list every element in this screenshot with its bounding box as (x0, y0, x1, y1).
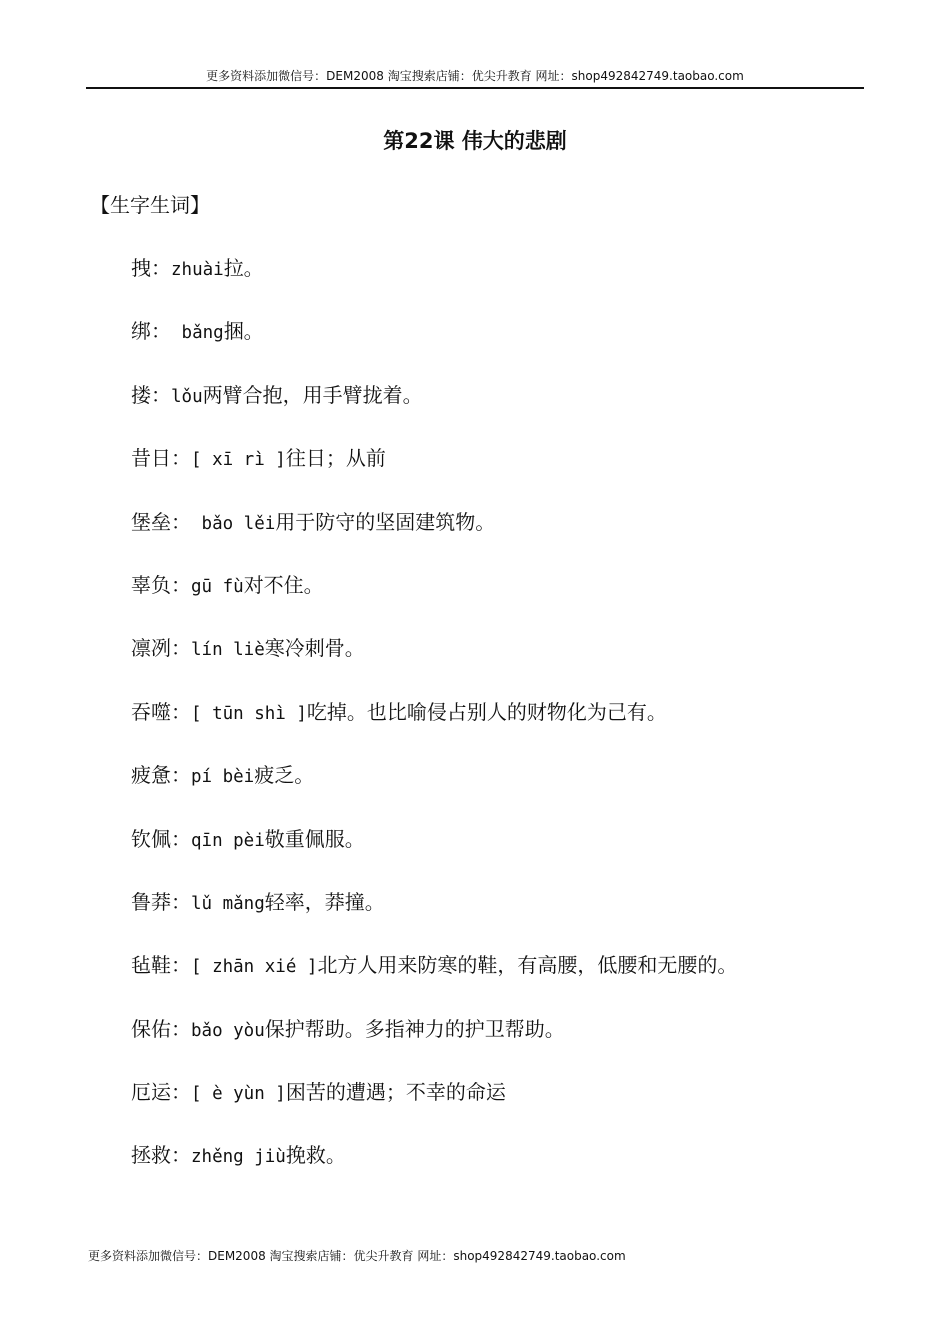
vocab-gloss: 对不住。 (243, 572, 324, 597)
vocab-word: 鲁莽： (131, 889, 191, 914)
vocab-word: 堡垒： (131, 509, 191, 534)
vocab-gloss: 寒冷刺骨。 (264, 636, 365, 661)
vocab-entry (131, 759, 911, 822)
vocab-gloss: 保护帮助。多指神力的护卫帮助。 (264, 1016, 565, 1041)
vocab-entry (131, 696, 911, 759)
vocab-pinyin: bǎng (171, 323, 224, 344)
vocab-word: 辜负： (131, 572, 191, 597)
vocab-gloss: 两臂合抱，用手臂拢着。 (202, 382, 423, 407)
vocab-word: 昔日： (131, 446, 191, 471)
vocab-gloss: 疲乏。 (254, 763, 315, 788)
vocab-word: 厄运： (131, 1080, 191, 1105)
vocab-pinyin: zhuài (171, 260, 224, 280)
lesson-title: 第22课 伟大的悲剧 (383, 129, 567, 153)
section-heading: 【生字生词】 (90, 193, 210, 217)
vocab-gloss: 吃掉。也比喻侵占别人的财物化为己有。 (306, 699, 667, 724)
vocab-entry (131, 252, 911, 315)
vocab-entry (131, 823, 911, 886)
vocab-word: 吞噬： (131, 699, 191, 724)
vocab-entry (131, 315, 911, 378)
page-footer: 更多资料添加微信号：DEM2008 淘宝搜索店铺：优尖升教育 网址：shop492842749.taobao.com (88, 1249, 626, 1263)
vocab-word: 搂： (131, 382, 171, 407)
vocab-entry (131, 1076, 911, 1139)
vocab-entry (131, 632, 911, 695)
vocab-word: 保佑： (131, 1016, 191, 1041)
vocab-word: 拯救： (131, 1143, 191, 1168)
vocab-entry (131, 442, 911, 505)
vocab-pinyin: lǒu (171, 386, 203, 407)
vocab-gloss: 捆。 (223, 319, 264, 344)
vocab-entry (131, 506, 911, 569)
vocab-gloss: 拉。 (223, 256, 264, 280)
vocab-word: 毡鞋： (131, 953, 191, 978)
vocab-pinyin: [ zhān xié ] (191, 957, 318, 978)
vocab-pinyin: bǎo lěi (191, 513, 276, 534)
vocab-word: 绑： (131, 319, 171, 344)
vocab-pinyin: bǎo yòu (191, 1020, 265, 1041)
vocab-pinyin: lín liè (191, 640, 265, 661)
vocab-entry (131, 569, 911, 632)
header-divider (86, 87, 864, 89)
vocab-gloss: 挽救。 (285, 1143, 346, 1168)
page-header: 更多资料添加微信号：DEM2008 淘宝搜索店铺：优尖升教育 网址：shop492842749.taobao.com (206, 69, 744, 83)
vocab-entry (131, 886, 911, 949)
vocab-pinyin: [ tūn shì ] (191, 703, 307, 724)
vocab-gloss: 敬重佩服。 (264, 826, 365, 851)
vocab-entry (131, 379, 911, 442)
vocab-gloss: 用于防守的坚固建筑物。 (275, 509, 496, 534)
vocab-pinyin: [ xī rì ] (191, 450, 286, 471)
vocab-word: 钦佩： (131, 826, 191, 851)
vocab-word: 疲惫： (131, 763, 191, 788)
vocab-gloss: 北方人用来防寒的鞋，有高腰，低腰和无腰的。 (317, 953, 738, 978)
vocab-gloss: 轻率，莽撞。 (264, 889, 385, 914)
vocab-word: 拽： (131, 256, 171, 280)
vocab-pinyin: lǔ mǎng (191, 893, 265, 914)
vocab-gloss: 往日；从前 (285, 446, 386, 471)
vocab-pinyin: zhěng jiù (191, 1147, 286, 1168)
vocabulary-list (131, 252, 911, 1203)
vocab-entry (131, 949, 911, 1012)
vocab-pinyin: [ è yùn ] (191, 1084, 286, 1105)
vocab-entry (131, 1139, 911, 1202)
vocab-pinyin: qīn pèi (191, 830, 265, 851)
vocab-gloss: 困苦的遭遇；不幸的命运 (285, 1080, 506, 1105)
vocab-pinyin: gū fù (191, 576, 244, 597)
vocab-word: 凛冽： (131, 636, 191, 661)
vocab-entry (131, 1013, 911, 1076)
vocab-pinyin: pí bèi (191, 767, 255, 788)
